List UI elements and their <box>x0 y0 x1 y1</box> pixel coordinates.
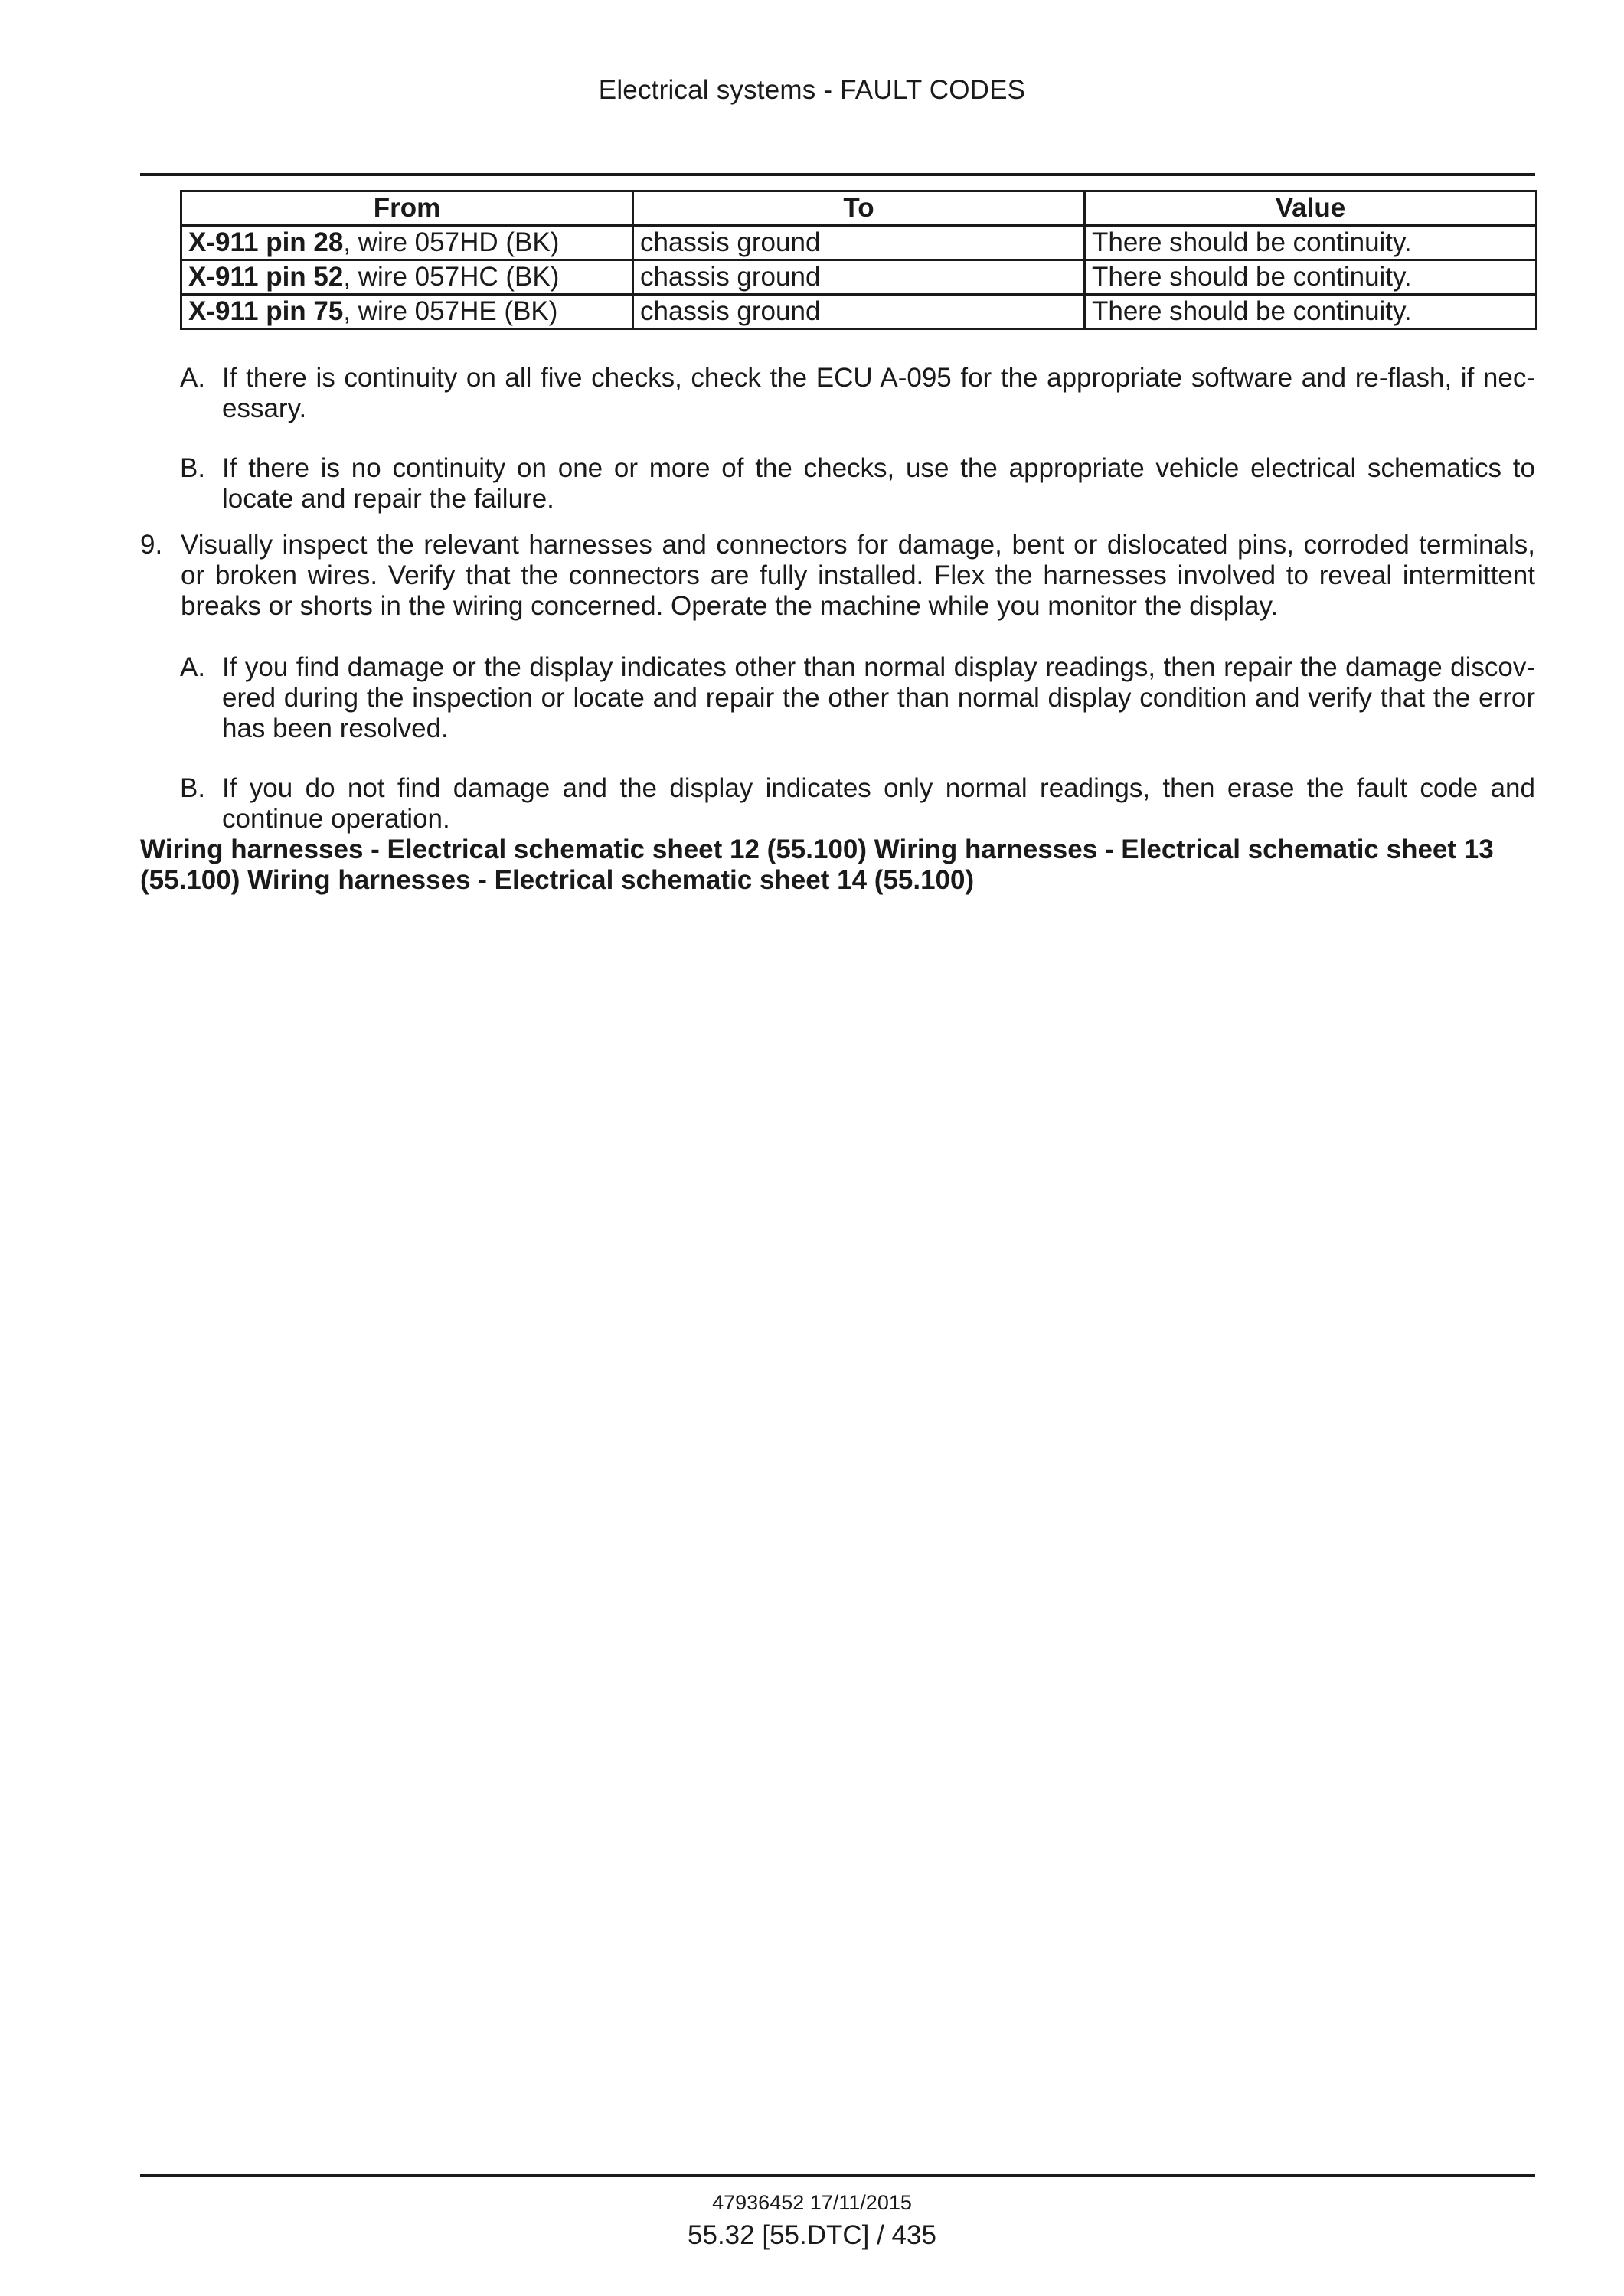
step-9-visual-inspection <box>140 530 1535 622</box>
schematic-references[interactable]: Wiring harnesses - Electrical schematic sheet 12 (55.100) Wiring harnesses - Electrical schematic sheet 13 (55.100) Wiring harnesses - Electrical schematic sheet 14 (55.100) <box>140 834 1494 895</box>
pin-label: X-911 pin 75 <box>188 296 344 326</box>
pin-label: X-911 pin 28 <box>188 227 344 257</box>
substep-b-no-damage <box>180 773 1535 834</box>
substep-text: If there is continuity on all five checks, check the ECU A-095 for the appropriate software and re-flash, if necessary. <box>222 363 1535 423</box>
cell-from <box>181 226 633 260</box>
column-header-value: Value <box>1085 191 1537 226</box>
table-row <box>181 295 1537 329</box>
substep-marker: A. <box>180 363 206 393</box>
wire-label: , wire 057HC (BK) <box>343 262 560 292</box>
cell-to: chassis ground <box>633 295 1085 329</box>
substep-b-no-continuity <box>180 453 1535 514</box>
substep-marker: A. <box>180 652 206 682</box>
column-header-from: From <box>181 191 633 226</box>
cell-from <box>181 295 633 329</box>
cell-from <box>181 260 633 295</box>
cell-value: There should be continuity. <box>1085 295 1537 329</box>
cell-to: chassis ground <box>633 260 1085 295</box>
wire-label: , wire 057HD (BK) <box>343 227 560 257</box>
page-number: 55.32 [55.DTC] / 435 <box>688 2220 936 2250</box>
cell-value: There should be continuity. <box>1085 226 1537 260</box>
substep-a-continuity <box>180 363 1535 424</box>
document-id: 47936452 17/11/2015 <box>712 2191 912 2214</box>
column-header-to: To <box>633 191 1085 226</box>
pin-label: X-911 pin 52 <box>188 262 344 292</box>
table-header-row <box>181 191 1537 226</box>
substep-text: If you do not find damage and the display indicates only normal readings, then erase the fault code and continue operation. <box>222 773 1535 834</box>
substep-marker: B. <box>180 773 206 803</box>
substep-a-damage-found <box>180 652 1535 744</box>
table-row <box>181 226 1537 260</box>
wire-label: , wire 057HE (BK) <box>343 296 558 326</box>
cell-value: There should be continuity. <box>1085 260 1537 295</box>
footer-rule <box>140 2174 1535 2177</box>
running-header: Electrical systems - FAULT CODES <box>598 75 1026 105</box>
substep-text: If there is no continuity on one or more of the checks, use the appropriate vehicle electrical schematics to locate and repair the failure. <box>222 453 1535 514</box>
table-row <box>181 260 1537 295</box>
cell-to: chassis ground <box>633 226 1085 260</box>
substep-text: If you find damage or the display indicates other than normal display readings, then repair the damage discovered during the inspection or locate and repair the other than normal display condition and verify that the error has been resolved. <box>222 652 1535 743</box>
continuity-table <box>180 190 1537 330</box>
step-text: Visually inspect the relevant harnesses and connectors for damage, bent or dislocated pins, corroded terminals, or broken wires. Verify that the connectors are fully installed. Flex the harnesses involved to reveal intermittent breaks or shorts in the wiring concerned. Operate the machine while you monitor the display. <box>181 530 1535 621</box>
substep-marker: B. <box>180 453 206 483</box>
header-rule <box>140 173 1535 176</box>
step-number: 9. <box>140 530 163 560</box>
